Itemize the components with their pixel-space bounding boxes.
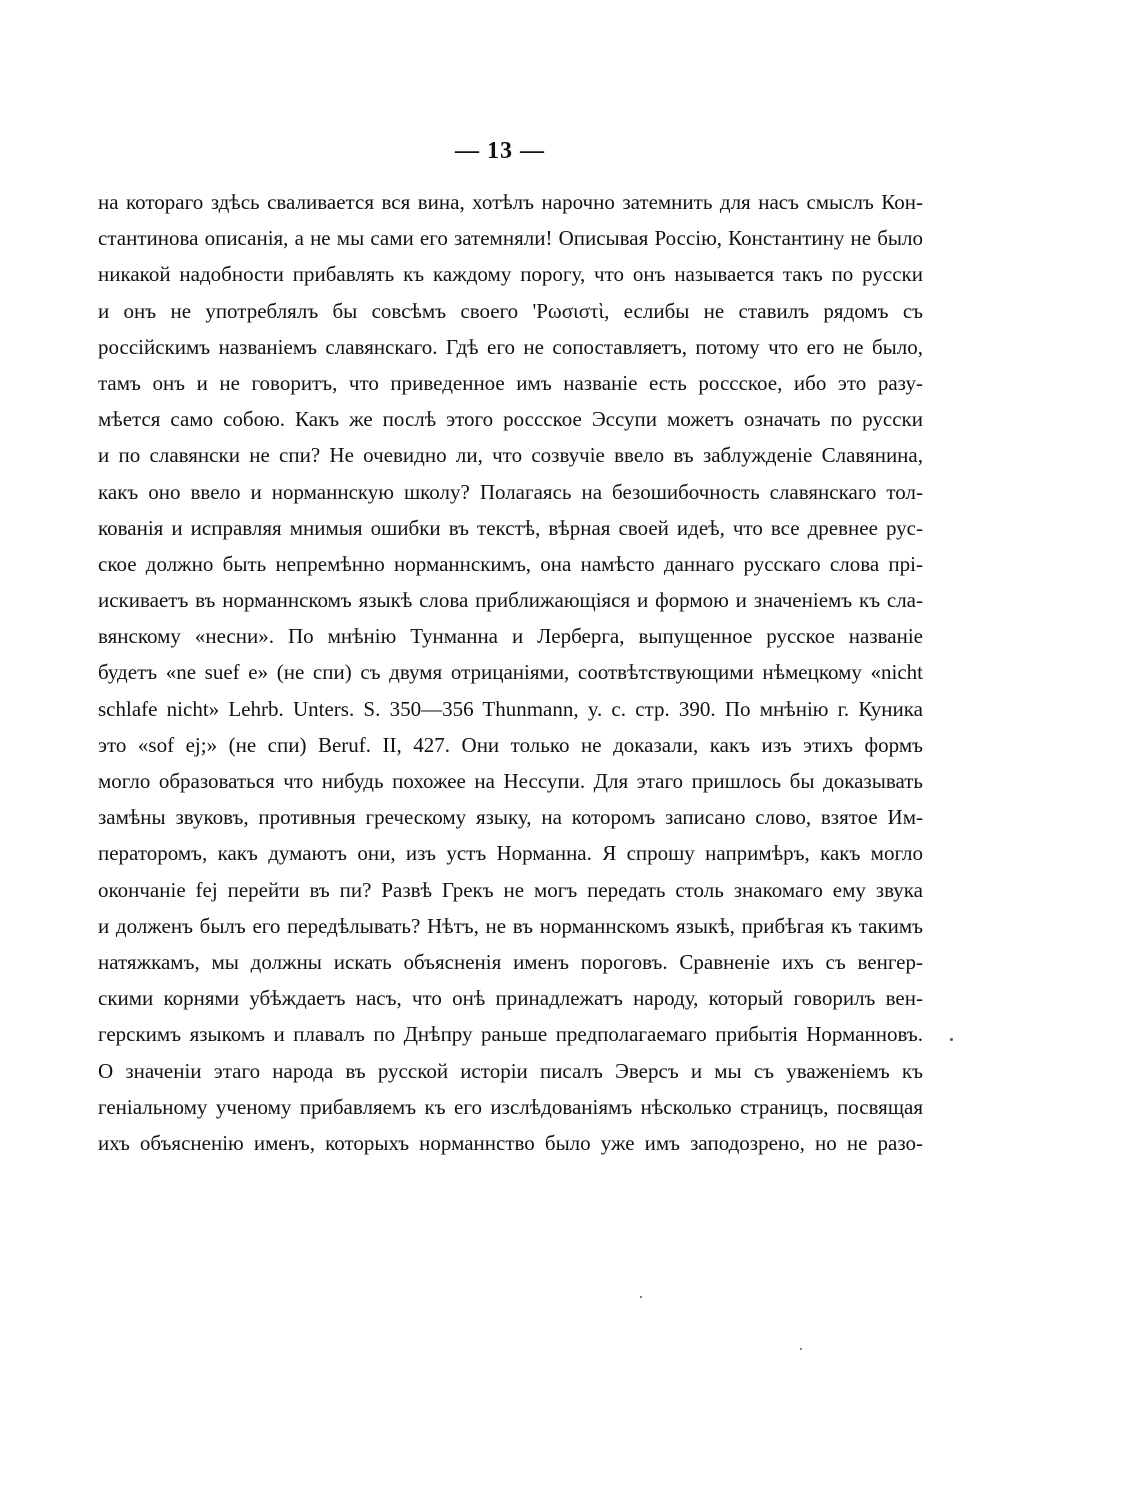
text-line: и онъ не употреблялъ бы совсѣмъ своего 'Ρωσιστὶ, еслибы не ставилъ рядомъ съ	[98, 298, 923, 323]
text-line: ператоромъ, какъ думаютъ они, изъ устъ Норманна. Я спрошу напримѣръ, какъ могло	[98, 841, 923, 866]
text-line: геніальному ученому прибавляемъ къ его изслѣдованіямъ нѣсколько страницъ, посвящая	[98, 1094, 923, 1119]
text-line: замѣны звуковъ, противныя греческому языку, на которомъ записано слово, взятое Им-	[98, 805, 923, 830]
text-line: и долженъ былъ его передѣлывать? Нѣтъ, не въ норманнскомъ языкѣ, прибѣгая къ такимъ	[98, 913, 923, 938]
text-line: будетъ «ne suef e» (не спи) съ двумя отрицаніями, соотвѣтствующими нѣмецкому «nicht	[98, 660, 923, 685]
scan-speck	[800, 1348, 802, 1350]
text-line: ихъ объясненію именъ, которыхъ норманнство было уже имъ заподозрено, но не разо-	[98, 1130, 923, 1155]
text-line: мѣется само собою. Какъ же послѣ этого россское Эссупи можетъ означать по русски	[98, 407, 923, 432]
text-line: стантинова описанія, а не мы сами его затемняли! Описывая Россію, Константину не было	[98, 226, 923, 251]
body-text	[98, 184, 923, 1161]
text-line: герскимъ языкомъ и плавалъ по Днѣпру раньше предполагаемаго прибытія Норманновъ.	[98, 1022, 923, 1047]
scan-speck	[950, 1038, 953, 1041]
text-line: кованія и исправляя мнимыя ошибки въ текстѣ, вѣрная своей идеѣ, что все древнее рус-	[98, 515, 923, 540]
text-line: это «sof ej;» (не спи) Beruf. II, 427. Они только не доказали, какъ изъ этихъ формъ	[98, 732, 923, 757]
text-line: О значеніи этаго народа въ русской исторіи писалъ Эверсъ и мы съ уваженіемъ къ	[98, 1058, 923, 1083]
text-line: окончаніе fej перейти въ пи? Развѣ Грекъ не могъ передать столь знакомаго ему звука	[98, 877, 923, 902]
text-line: искиваетъ въ норманнскомъ языкѣ слова приближающіяся и формою и значеніемъ къ сла-	[98, 588, 923, 613]
text-line: натяжкамъ, мы должны искать объясненія именъ пороговъ. Сравненіе ихъ съ венгер-	[98, 949, 923, 974]
text-line: могло образоваться что нибудь похожее на Нессупи. Для этаго пришлось бы доказывать	[98, 769, 923, 793]
text-line: россійскимъ названіемъ славянскаго. Гдѣ его не сопоставляетъ, потому что его не было,	[98, 334, 923, 359]
text-line: на котораго здѣсь сваливается вся вина, хотѣлъ нарочно затемнить для насъ смыслъ Кон-	[98, 190, 923, 214]
text-line: и по славянски не спи? Не очевидно ли, что созвучіе ввело въ заблужденіе Славянина,	[98, 443, 923, 468]
text-line: тамъ онъ и не говоритъ, что приведенное имъ названіе есть россское, ибо это разу-	[98, 370, 923, 395]
scan-speck	[640, 1296, 642, 1298]
text-line: никакой надобности прибавлять къ каждому порогу, что онъ называется такъ по русски	[98, 262, 923, 287]
text-line: ское должно быть непремѣнно норманнскимъ, она намѣсто даннаго русскаго слова прі-	[98, 551, 923, 576]
text-line: schlafe nicht» Lehrb. Unters. S. 350—356 Thunmann, y. c. стр. 390. По мнѣнію г. Куника	[98, 696, 923, 721]
text-line: вянскому «несни». По мнѣнію Тунманна и Лерберга, выпущенное русское названіе	[98, 624, 923, 649]
text-line: скими корнями убѣждаетъ насъ, что онѣ принадлежатъ народу, который говорилъ вен-	[98, 986, 923, 1011]
page-number: — 13 —	[455, 138, 545, 164]
text-line: какъ оно ввело и норманнскую школу? Полагаясь на безошибочность славянскаго тол-	[98, 479, 923, 504]
